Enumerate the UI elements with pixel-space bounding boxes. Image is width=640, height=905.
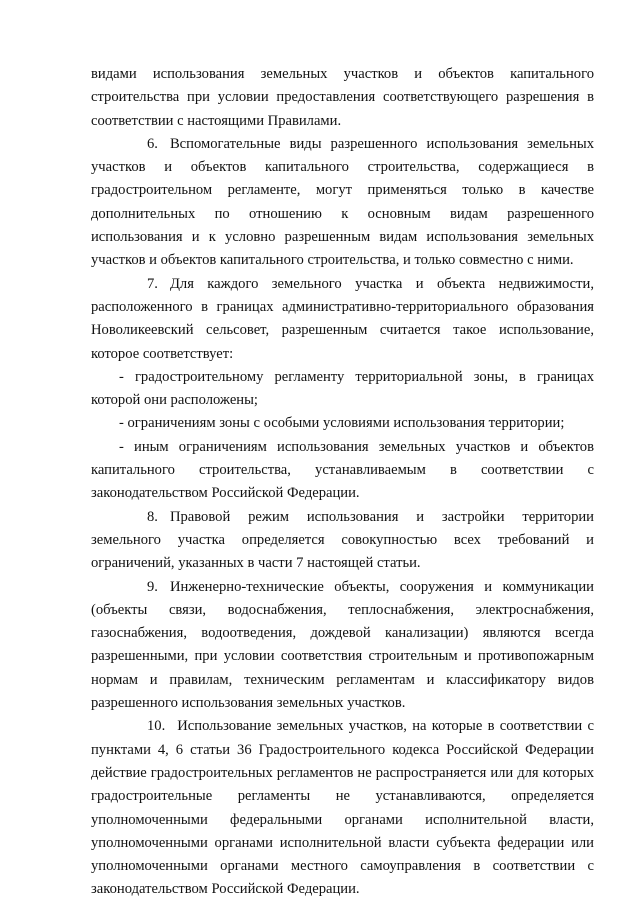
list-item-zone-restrictions bbox=[91, 412, 594, 435]
list-item-other-restrictions bbox=[91, 436, 594, 506]
list-item-text: - градостроительному регламенту территориальной зоны, в границах которой они расположены; bbox=[91, 368, 594, 409]
document-page bbox=[91, 63, 594, 902]
paragraph-10 bbox=[91, 715, 594, 901]
paragraph-number: 7. bbox=[147, 275, 158, 292]
paragraph-text: Использование земельных участков, на которые в соответствии с пунктами 4, 6 статьи 36 Градостроительного кодекса Российской Федерации действие градостроительных регламентов не распространяется или для которых градостроительные регламенты не устанавливаются, определяется уполномоченными федеральными органами исполнительной власти, уполномоченными органами исполнительной власти субъекта федерации или уполномоченными органами местного самоуправления в соответствии с законодательством Российской Федерации. bbox=[91, 718, 594, 898]
paragraph-text: Инженерно-технические объекты, сооружения и коммуникации (объекты связи, водоснабжения, теплоснабжения, электроснабжения, газоснабжения, водоотведения, дождевой канализации) являются всегда разрешенными, при условии соответствия строительным и противопожарным нормам и правилам, техническим регламентам и классификатору видов разрешенного использования земельных участков. bbox=[91, 578, 594, 712]
paragraph-8 bbox=[91, 506, 594, 576]
paragraph-9 bbox=[91, 576, 594, 716]
paragraph-6 bbox=[91, 133, 594, 273]
paragraph-number: 10. bbox=[147, 718, 166, 735]
list-item-text: - ограничениям зоны с особыми условиями использования территории; bbox=[119, 415, 565, 432]
paragraph-text: Вспомогательные виды разрешенного использования земельных участков и объектов капитального строительства, содержащиеся в градостроительном регламенте, могут применяться только в качестве дополнительных по отношению к основным видам разрешенного использования и к условно разрешенным видам использования земельных участков и объектов капитального строительства, и только совместно с ними. bbox=[91, 135, 594, 269]
paragraph-7 bbox=[91, 273, 594, 366]
paragraph-number: 9. bbox=[147, 578, 158, 595]
list-item-regulation bbox=[91, 366, 594, 413]
paragraph-continuation bbox=[91, 63, 594, 133]
paragraph-text: Правовой режим использования и застройки территории земельного участка определяется совокупностью всех требований и ограничений, указанных в части 7 настоящей статьи. bbox=[91, 508, 594, 572]
list-item-text: - иным ограничениям использования земельных участков и объектов капитального строительства, устанавливаемым в соответствии с законодательством Российской Федерации. bbox=[91, 438, 594, 502]
paragraph-number: 8. bbox=[147, 508, 158, 525]
paragraph-text: Для каждого земельного участка и объекта недвижимости, расположенного в границах административно-территориального образования Новоликеевский сельсовет, разрешенным считается такое использование, которое соответствует: bbox=[91, 275, 594, 362]
paragraph-text: видами использования земельных участков и объектов капитального строительства при условии предоставления соответствующего разрешения в соответствии с настоящими Правилами. bbox=[91, 66, 594, 129]
paragraph-number: 6. bbox=[147, 135, 158, 152]
